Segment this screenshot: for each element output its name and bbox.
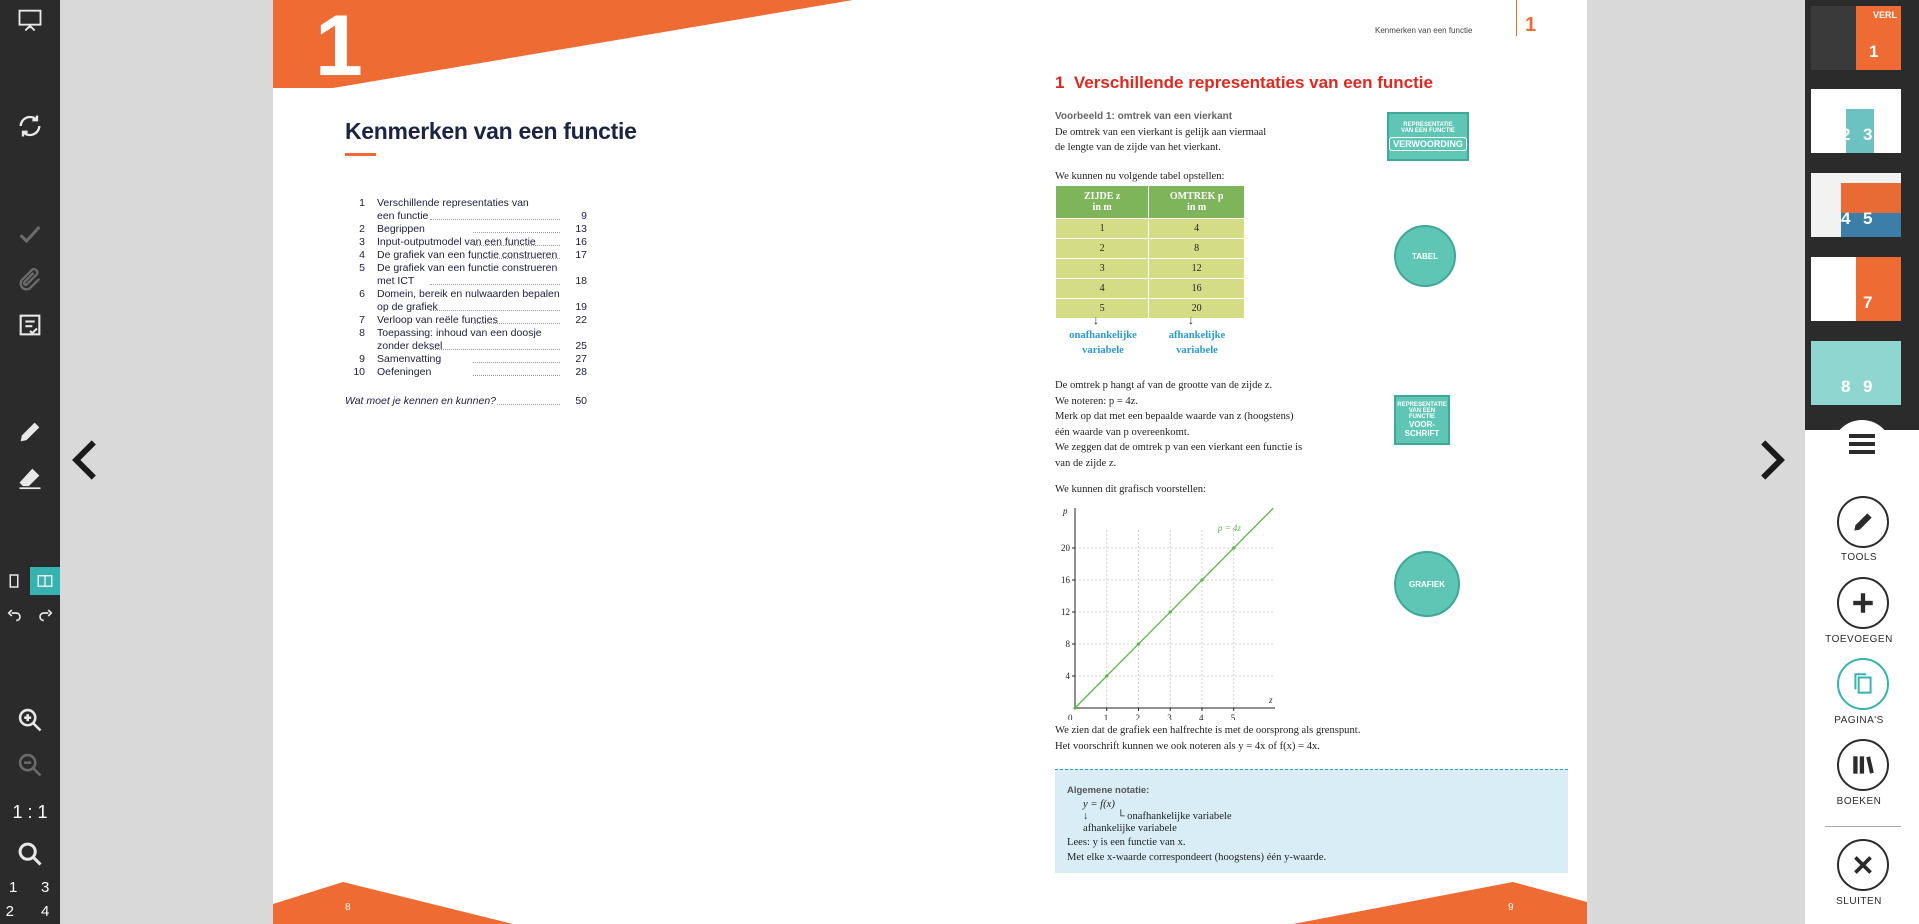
pencil-icon[interactable] bbox=[10, 412, 50, 452]
toc-leader bbox=[473, 353, 560, 363]
notation-arrow: ↓ bbox=[1083, 811, 1089, 822]
toc-item[interactable] bbox=[345, 353, 865, 366]
data-point bbox=[1073, 706, 1076, 709]
independent-label-1: onafhankelijke bbox=[1069, 330, 1137, 341]
toc-item-page: 9 bbox=[581, 210, 587, 222]
books-button[interactable] bbox=[1837, 739, 1889, 791]
chapter-number: 1 bbox=[315, 0, 363, 94]
paragraph-line: één waarde van p overeenkomt. bbox=[1055, 426, 1190, 438]
toc-item-text: met ICT bbox=[377, 275, 415, 287]
y-tick-label: 16 bbox=[1061, 575, 1070, 585]
toc-item-text: Begrippen bbox=[377, 223, 425, 235]
x-tick-label: 0 bbox=[1068, 713, 1073, 720]
series-annotation: p = 4z bbox=[1217, 523, 1241, 533]
paperclip-icon[interactable] bbox=[10, 260, 50, 300]
stamp-voorschrift-line-1: REPRESENTATIE bbox=[1397, 402, 1447, 408]
stamp-voorschrift-line-4: SCHRIFT bbox=[1404, 429, 1440, 438]
pages-button[interactable] bbox=[1837, 658, 1889, 710]
page-thumbnail[interactable] bbox=[1811, 341, 1901, 405]
notation-box bbox=[1055, 769, 1568, 873]
chapter-title: Kenmerken van een functie bbox=[345, 118, 637, 144]
arrow-left: ↓ bbox=[1093, 313, 1099, 327]
toc-item-text: op de grafiek bbox=[377, 301, 438, 313]
check-icon[interactable] bbox=[10, 214, 50, 254]
graph-intro: We kunnen dit grafisch voorstellen: bbox=[1055, 484, 1206, 495]
arrow-right: ↓ bbox=[1188, 313, 1194, 327]
stamp-voorschrift-line-2: VAN EEN FUNCTIE bbox=[1408, 408, 1436, 420]
table-cell-z: 2 bbox=[1056, 239, 1149, 259]
page-number-right: 9 bbox=[1508, 902, 1514, 913]
thumbnail-page-number: 1 bbox=[1869, 42, 1879, 61]
toc-leader bbox=[473, 236, 560, 246]
left-page bbox=[273, 0, 963, 924]
table-cell-z: 1 bbox=[1056, 219, 1149, 239]
notes-icon[interactable] bbox=[10, 305, 50, 345]
stamp-verwoording-line-1: REPRESENTATIE bbox=[1403, 122, 1453, 128]
conclusion-line-1: We zien dat de grafiek een halfrechte is met de oorsprong als grenspunt. bbox=[1055, 725, 1361, 736]
thumbnail-logo: VERL bbox=[1873, 10, 1898, 20]
intro-line-2: de lengte van de zijde van het vierkant. bbox=[1055, 142, 1221, 153]
thumbnail-page-number: 3 bbox=[1863, 125, 1873, 144]
toc-leader bbox=[473, 366, 560, 376]
page-indicator-left-top: 1 bbox=[9, 879, 18, 896]
notation-independent: └ onafhankelijke variabele bbox=[1117, 811, 1232, 822]
toc-item-page: 22 bbox=[575, 314, 587, 326]
table-cell-p: 12 bbox=[1149, 259, 1245, 279]
data-point bbox=[1169, 610, 1172, 613]
thumbnail-page-number: 6 bbox=[1841, 293, 1851, 312]
toc-closing-text: Wat moet je kennen en kunnen? bbox=[345, 395, 496, 407]
toc-item-number: 5 bbox=[359, 262, 365, 274]
x-axis-label: z bbox=[1269, 695, 1273, 705]
page-thumbnail[interactable] bbox=[1811, 89, 1901, 153]
action-panel bbox=[1805, 430, 1919, 924]
data-point bbox=[1200, 578, 1203, 581]
toc-item-page: 19 bbox=[575, 301, 587, 313]
table-row bbox=[1056, 219, 1245, 239]
next-page-arrow-icon[interactable] bbox=[1752, 430, 1792, 490]
toc-leader bbox=[473, 249, 560, 259]
toc-item-text: Verloop van reële functies bbox=[377, 314, 498, 326]
toc-item-page: 17 bbox=[575, 249, 587, 261]
page-number-left: 8 bbox=[345, 902, 351, 913]
value-table bbox=[1055, 185, 1245, 319]
bottom-banner-right bbox=[963, 874, 1587, 924]
search-icon[interactable] bbox=[10, 834, 50, 874]
toc-item-text: zonder deksel bbox=[377, 340, 443, 352]
toc-item-number: 8 bbox=[359, 327, 365, 339]
toc-item[interactable] bbox=[345, 288, 865, 314]
toc-item-number: 10 bbox=[353, 366, 365, 378]
previous-page-arrow-icon[interactable] bbox=[65, 430, 105, 490]
toc-item-page: 16 bbox=[575, 236, 587, 248]
single-page-icon[interactable] bbox=[0, 567, 28, 595]
table-header-p-line-1: OMTREK p bbox=[1169, 191, 1224, 202]
toc-item-page: 28 bbox=[575, 366, 587, 378]
y-tick-label: 4 bbox=[1065, 671, 1070, 681]
toc-item[interactable] bbox=[345, 262, 865, 288]
right-page bbox=[963, 0, 1587, 924]
close-icon bbox=[1850, 852, 1876, 878]
y-tick-label: 20 bbox=[1061, 543, 1070, 553]
tools-button[interactable] bbox=[1837, 496, 1889, 548]
data-point bbox=[1232, 546, 1235, 549]
pages-icon bbox=[1850, 671, 1876, 697]
toc-item-text: De grafiek van een functie construeren bbox=[377, 262, 558, 274]
thumbnail-page-number: 2 bbox=[1841, 125, 1851, 144]
toc-item-text: Samenvatting bbox=[377, 353, 442, 365]
section-title: 1 Verschillende representaties van een functie bbox=[1055, 73, 1433, 92]
zoom-in-icon[interactable] bbox=[10, 700, 50, 740]
toc-item-number: 2 bbox=[359, 223, 365, 235]
toc-item-text: een functie bbox=[377, 210, 429, 222]
close-button[interactable] bbox=[1837, 839, 1889, 891]
toc-item[interactable] bbox=[345, 327, 865, 353]
table-row bbox=[1056, 239, 1245, 259]
refresh-icon[interactable] bbox=[10, 106, 50, 146]
toc-item[interactable] bbox=[345, 236, 865, 249]
thumbnail-page-number: 9 bbox=[1863, 377, 1873, 396]
add-button[interactable] bbox=[1837, 577, 1889, 629]
toc-leader bbox=[473, 223, 560, 233]
toc-item-page: 25 bbox=[575, 340, 587, 352]
undo-icon[interactable] bbox=[0, 602, 28, 630]
book-viewer bbox=[60, 0, 1805, 924]
stamp-grafiek-label: GRAFIEK bbox=[1409, 579, 1445, 589]
bottom-banner bbox=[273, 874, 963, 924]
table-header-z-line-1: ZIJDE z bbox=[1083, 191, 1121, 202]
example-label: Voorbeeld 1: omtrek van een vierkant bbox=[1055, 111, 1233, 122]
table-row bbox=[1056, 299, 1245, 319]
y-tick-label: 8 bbox=[1065, 639, 1070, 649]
toc-closing-item[interactable] bbox=[345, 395, 865, 408]
table-header-z-line-2: in m bbox=[1092, 202, 1112, 213]
page-indicator[interactable] bbox=[0, 876, 60, 924]
paragraph-line: We zeggen dat de omtrek p van een vierkant een functie is bbox=[1055, 442, 1303, 453]
x-tick-label: 1 bbox=[1103, 713, 1109, 720]
paragraph-line: van de zijde z. bbox=[1055, 457, 1117, 469]
notation-title: Algemene notatie: bbox=[1067, 785, 1150, 796]
table-header-p bbox=[1149, 186, 1245, 219]
paragraph-line: We noteren: p = 4z. bbox=[1055, 395, 1139, 407]
toc-item[interactable] bbox=[345, 249, 865, 262]
thumbnail-page-number: 4 bbox=[1841, 209, 1851, 228]
table-intro: We kunnen nu volgende tabel opstellen: bbox=[1055, 171, 1225, 182]
toc-leader bbox=[430, 275, 560, 285]
graph-p-4z bbox=[1055, 500, 1295, 720]
toc-item-text: Input-outputmodel van een functie bbox=[377, 236, 536, 248]
thumbnail-page-number: 7 bbox=[1863, 293, 1873, 312]
eraser-icon[interactable] bbox=[10, 458, 50, 498]
table-cell-p: 8 bbox=[1149, 239, 1245, 259]
pencil-icon bbox=[1850, 509, 1876, 535]
menu-icon bbox=[1849, 434, 1875, 456]
data-point bbox=[1137, 642, 1140, 645]
close-label: SLUITEN bbox=[1836, 896, 1882, 907]
running-chapter-number: 1 bbox=[1525, 14, 1537, 36]
notation-formula: y = f(x) bbox=[1083, 799, 1115, 810]
table-row bbox=[1056, 279, 1245, 299]
intro-line-1: De omtrek van een vierkant is gelijk aan viermaal bbox=[1055, 127, 1267, 138]
independent-label-2: variabele bbox=[1082, 345, 1124, 356]
toc-item[interactable] bbox=[345, 197, 865, 223]
x-tick-label: 5 bbox=[1230, 713, 1236, 720]
table-cell-z: 4 bbox=[1056, 279, 1149, 299]
plus-icon bbox=[1850, 590, 1876, 616]
toc-item-number: 4 bbox=[359, 249, 365, 261]
thumbnail-page-number: 5 bbox=[1863, 209, 1873, 228]
toc-item-number: 1 bbox=[359, 197, 365, 209]
value-table-body bbox=[1056, 219, 1245, 319]
stamp-verwoording-line-2: VAN EEN FUNCTIE bbox=[1401, 128, 1455, 134]
toc-closing-page: 50 bbox=[575, 395, 587, 407]
tools-label: TOOLS bbox=[1840, 552, 1878, 563]
stamp-grafiek bbox=[1394, 551, 1460, 617]
toc-item-number: 7 bbox=[359, 314, 365, 326]
notation-read: Lees: y is een functie van x. bbox=[1067, 837, 1186, 848]
x-tick-label: 4 bbox=[1198, 713, 1204, 720]
books-label: BOEKEN bbox=[1836, 796, 1882, 807]
page-indicator-right-top: 3 bbox=[41, 879, 50, 896]
dependent-label-2: variabele bbox=[1176, 345, 1218, 356]
toc-item-page: 27 bbox=[575, 353, 587, 365]
stamp-tabel bbox=[1394, 225, 1456, 287]
toc-item-number: 6 bbox=[359, 288, 365, 300]
conclusion-line-2: Het voorschrift kunnen we ook noteren als y = 4x of f(x) = 4x. bbox=[1055, 741, 1320, 752]
toc-leader bbox=[430, 301, 560, 311]
left-toolbar bbox=[0, 0, 60, 924]
table-cell-p: 4 bbox=[1149, 219, 1245, 239]
toc-item-number: 3 bbox=[359, 236, 365, 248]
page-thumbnail[interactable] bbox=[1811, 257, 1901, 321]
actual-size-button[interactable] bbox=[10, 792, 50, 832]
pages-label: PAGINA'S bbox=[1834, 715, 1884, 726]
table-cell-z: 5 bbox=[1056, 299, 1149, 319]
table-cell-z: 3 bbox=[1056, 259, 1149, 279]
table-cell-p: 16 bbox=[1149, 279, 1245, 299]
dependent-label-1: afhankelijke bbox=[1168, 330, 1226, 341]
double-page-icon[interactable] bbox=[30, 567, 60, 595]
table-header-z bbox=[1056, 186, 1149, 219]
page-indicator-left-bottom: 2 bbox=[5, 903, 14, 920]
books-icon bbox=[1850, 752, 1876, 778]
paragraph-line: Merk op dat met een bepaalde waarde van z (hoogstens) bbox=[1055, 411, 1294, 422]
add-label: TOEVOEGEN bbox=[1825, 634, 1893, 645]
toc-item-number: 9 bbox=[359, 353, 365, 365]
toc-leader bbox=[430, 340, 560, 350]
paragraph-line: De omtrek p hangt af van de grootte van de zijde z. bbox=[1055, 380, 1273, 391]
page-thumbnail[interactable] bbox=[1811, 173, 1901, 237]
toc-item-text: De grafiek van een functie construeren bbox=[377, 249, 558, 261]
notation-dependent: afhankelijke variabele bbox=[1083, 823, 1177, 834]
table-header-p-line-2: in m bbox=[1187, 202, 1207, 213]
toc-leader bbox=[473, 314, 560, 324]
stamp-verwoording bbox=[1387, 112, 1469, 161]
notation-rule: Met elke x-waarde correspondeert (hoogstens) één y-waarde. bbox=[1067, 852, 1327, 863]
x-tick-label: 2 bbox=[1135, 713, 1140, 720]
toc-item-page: 13 bbox=[575, 223, 587, 235]
toc-item[interactable] bbox=[345, 223, 865, 236]
stamp-voorschrift bbox=[1394, 395, 1450, 445]
title-underline bbox=[345, 153, 376, 156]
panel-divider bbox=[1825, 826, 1901, 827]
toc-leader bbox=[430, 210, 560, 220]
x-tick-label: 3 bbox=[1167, 713, 1172, 720]
table-row bbox=[1056, 259, 1245, 279]
presentation-icon[interactable] bbox=[10, 0, 50, 40]
toc-item[interactable] bbox=[345, 366, 865, 379]
y-tick-label: 12 bbox=[1061, 607, 1070, 617]
stamp-verwoording-line-3: VERWOORDING bbox=[1389, 137, 1467, 151]
redo-icon[interactable] bbox=[32, 602, 60, 630]
running-header: Kenmerken van een functie bbox=[1375, 26, 1473, 35]
data-point bbox=[1105, 674, 1108, 677]
toc-item-text: Verschillende representaties van bbox=[377, 197, 529, 209]
toc-item-text: Oefeningen bbox=[377, 366, 432, 378]
thumbnail-strip[interactable] bbox=[1805, 0, 1919, 430]
toc-leader bbox=[497, 395, 560, 405]
toc-item-text: Domein, bereik en nulwaarden bepalen bbox=[377, 288, 560, 300]
table-cell-p: 20 bbox=[1149, 299, 1245, 319]
toc-item-page: 18 bbox=[575, 275, 587, 287]
y-axis-label: p bbox=[1063, 506, 1068, 516]
zoom-out-icon[interactable] bbox=[10, 745, 50, 785]
page-indicator-right-bottom: 4 bbox=[41, 903, 50, 920]
thumbnail-page-number: 8 bbox=[1841, 377, 1851, 396]
toc-item[interactable] bbox=[345, 314, 865, 327]
stamp-voorschrift-line-3: VOOR- bbox=[1408, 420, 1436, 429]
chapter-banner bbox=[273, 0, 963, 100]
running-header-divider bbox=[1516, 0, 1517, 36]
stamp-tabel-label: TABEL bbox=[1411, 251, 1439, 261]
toc-item-text: Toepassing: inhoud van een doosje bbox=[377, 327, 542, 339]
series-line bbox=[1075, 508, 1273, 708]
actual-size-label: 1 : 1 bbox=[12, 801, 48, 822]
page-thumbnail[interactable] bbox=[1811, 6, 1901, 70]
